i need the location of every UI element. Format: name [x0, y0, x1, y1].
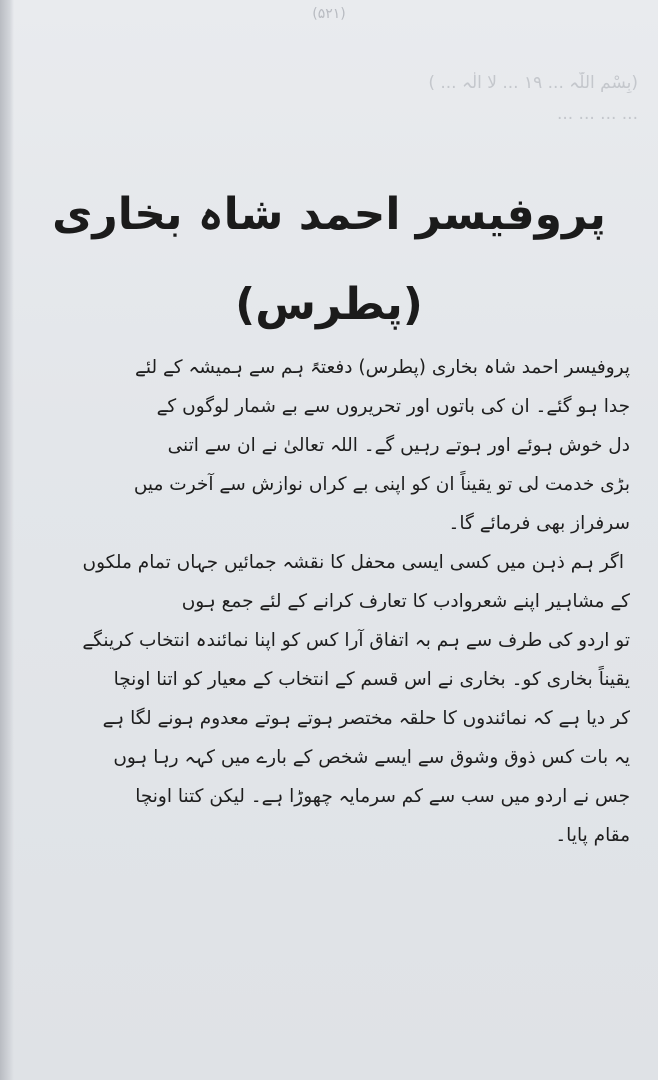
text-line: بڑی خدمت لی تو یقیناً ان کو اپنی بے کراں نوازش سے آخرت میں	[133, 474, 630, 495]
text-line: کر دیا ہے کہ نمائندوں کا حلقہ مختصر ہوتے ہوتے معدوم ہونے لگا ہے	[102, 708, 630, 729]
page-number: (۵۲۱)	[312, 6, 346, 22]
text-line: اگر ہم ذہن میں کسی ایسی محفل کا نقشہ جمائیں جہاں تمام ملکوں	[82, 552, 624, 573]
text-line: جس نے اردو میں سب سے کم سرمایہ چھوڑا ہے۔ لیکن کتنا اونچا	[135, 786, 630, 807]
text-line: جدا ہو گئے۔ ان کی باتوں اور تحریروں سے بے شمار لوگوں کے	[156, 396, 630, 417]
text-line: دل خوش ہوئے اور ہوتے رہیں گے۔ اللہ تعالیٰ نے ان سے اتنی	[167, 435, 630, 456]
bleed-through-text: ... ... ... ...	[556, 104, 638, 124]
page-binding-edge	[0, 0, 14, 1080]
text-line: تو اردو کی طرف سے ہم بہ اتفاق آرا کس کو اپنا نمائندہ انتخاب کرینگے	[82, 630, 630, 651]
article-body	[36, 348, 630, 855]
bleed-through-text: (بِسْمِ اللّٰہ ... ۱۹ ... لا الٰہ ... )	[428, 73, 638, 93]
text-line: کے مشاہیر اپنے شعروادب کا تعارف کرانے کے لئے جمع ہوں	[181, 591, 630, 612]
text-line: پروفیسر احمد شاہ بخاری (پطرس) دفعتہً ہم سے ہمیشہ کے لئے	[135, 357, 630, 378]
text-line: سرفراز بھی فرمائے گا۔	[448, 513, 630, 534]
text-line: مقام پایا۔	[555, 825, 630, 846]
text-line: یقیناً بخاری کو۔ بخاری نے اس قسم کے انتخاب کے معیار کو اتنا اونچا	[113, 669, 630, 690]
text-line: یہ بات کس ذوق وشوق سے ایسے شخص کے بارے میں کہہ رہا ہوں	[113, 747, 630, 768]
page-title: پروفیسر احمد شاہ بخاری (پطرس)	[52, 189, 606, 330]
